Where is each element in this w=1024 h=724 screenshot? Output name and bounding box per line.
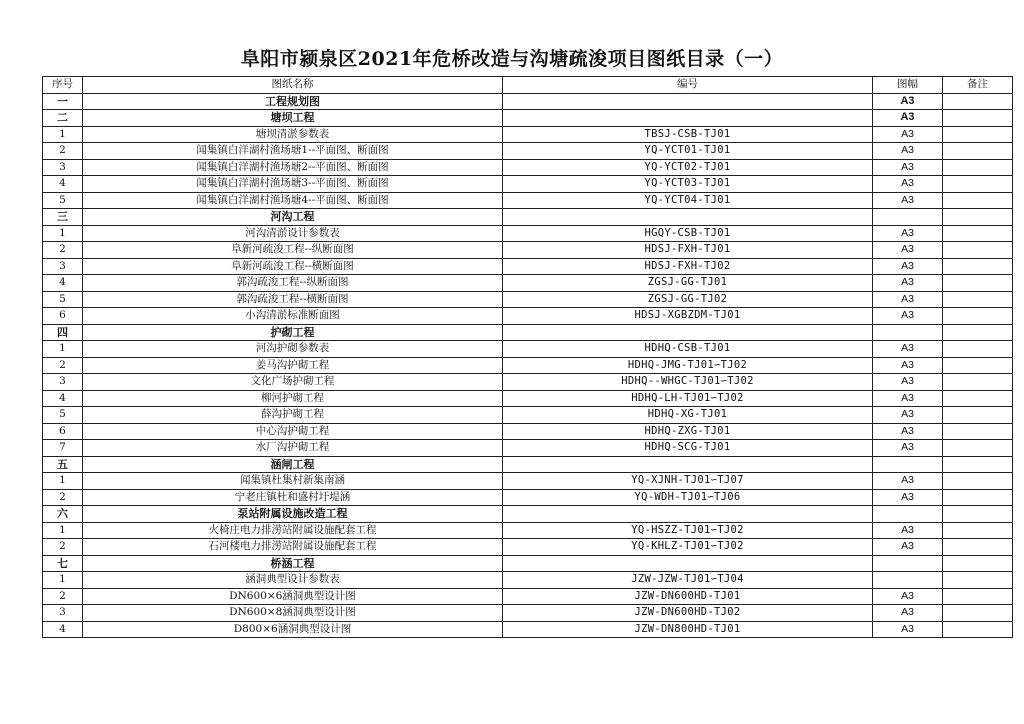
remark	[943, 374, 1013, 391]
table-row	[43, 572, 1013, 589]
drawing-code	[503, 506, 873, 523]
remark	[943, 242, 1013, 259]
row-number: 1	[43, 473, 83, 490]
row-number: 一	[43, 93, 83, 110]
paper-format: A3	[873, 489, 943, 506]
paper-format: A3	[873, 341, 943, 358]
section-row	[43, 456, 1013, 473]
row-number: 4	[43, 621, 83, 638]
table-row	[43, 159, 1013, 176]
paper-format: A3	[873, 258, 943, 275]
paper-format: A3	[873, 390, 943, 407]
drawing-name: DN600×6涵洞典型设计图	[83, 588, 503, 605]
section-row	[43, 324, 1013, 341]
drawing-code: YQ-HSZZ-TJ01∽TJ02	[503, 522, 873, 539]
row-number: 2	[43, 143, 83, 160]
row-number: 1	[43, 341, 83, 358]
row-number: 三	[43, 209, 83, 226]
remark	[943, 159, 1013, 176]
table-row	[43, 440, 1013, 457]
remark	[943, 126, 1013, 143]
remark	[943, 605, 1013, 622]
drawing-name: 闻集镇杜集村新集南涵	[83, 473, 503, 490]
drawing-name: 泵站附属设施改造工程	[83, 506, 503, 523]
drawing-code	[503, 110, 873, 127]
table-row	[43, 192, 1013, 209]
drawing-code: HDSJ-FXH-TJ01	[503, 242, 873, 259]
row-number: 四	[43, 324, 83, 341]
drawing-name: DN600×8涵洞典型设计图	[83, 605, 503, 622]
document-title: 阜阳市颍泉区2021年危桥改造与沟塘疏浚项目图纸目录（一）	[240, 48, 784, 70]
table-header-row	[43, 77, 1013, 94]
paper-format: A3	[873, 110, 943, 127]
drawing-name: 闻集镇白洋湖村渔场塘1--平面图、断面图	[83, 143, 503, 160]
drawing-name: 水厂沟护砌工程	[83, 440, 503, 457]
row-number: 4	[43, 275, 83, 292]
table-row	[43, 489, 1013, 506]
remark	[943, 522, 1013, 539]
drawing-name: 河沟工程	[83, 209, 503, 226]
paper-format	[873, 324, 943, 341]
paper-format	[873, 572, 943, 589]
drawing-name: 中心沟护砌工程	[83, 423, 503, 440]
table-row	[43, 242, 1013, 259]
paper-format	[873, 456, 943, 473]
table-row	[43, 407, 1013, 424]
remark	[943, 440, 1013, 457]
drawing-name: 桥涵工程	[83, 555, 503, 572]
drawing-name: 郭沟疏浚工程--横断面图	[83, 291, 503, 308]
row-number: 3	[43, 605, 83, 622]
drawing-name: 阜新河疏浚工程--纵断面图	[83, 242, 503, 259]
paper-format: A3	[873, 440, 943, 457]
drawing-name: 柳河护砌工程	[83, 390, 503, 407]
drawing-name: 河沟清淤设计参数表	[83, 225, 503, 242]
paper-format: A3	[873, 291, 943, 308]
section-row	[43, 555, 1013, 572]
row-number: 5	[43, 192, 83, 209]
paper-format: A3	[873, 192, 943, 209]
remark	[943, 621, 1013, 638]
drawing-code: ZGSJ-GG-TJ01	[503, 275, 873, 292]
drawing-code	[503, 456, 873, 473]
drawing-code: HDHQ-JMG-TJ01∽TJ02	[503, 357, 873, 374]
paper-format: A3	[873, 126, 943, 143]
header-format: 图幅	[873, 77, 943, 94]
row-number: 2	[43, 242, 83, 259]
paper-format	[873, 555, 943, 572]
paper-format: A3	[873, 588, 943, 605]
drawing-code: JZW-JZW-TJ01∽TJ04	[503, 572, 873, 589]
remark	[943, 539, 1013, 556]
drawing-code: HDHQ-XG-TJ01	[503, 407, 873, 424]
table-row	[43, 176, 1013, 193]
table-row	[43, 258, 1013, 275]
paper-format: A3	[873, 225, 943, 242]
table-row	[43, 341, 1013, 358]
drawing-name: 小沟清淤标准断面图	[83, 308, 503, 325]
header-remark: 备注	[943, 77, 1013, 94]
remark	[943, 110, 1013, 127]
drawing-name: 塘坝工程	[83, 110, 503, 127]
drawing-name: 塘坝清淤参数表	[83, 126, 503, 143]
row-number: 4	[43, 176, 83, 193]
row-number: 2	[43, 539, 83, 556]
table-row	[43, 308, 1013, 325]
drawing-code: HDHQ-CSB-TJ01	[503, 341, 873, 358]
drawing-name: 姜马沟护砌工程	[83, 357, 503, 374]
drawing-code: HDHQ--WHGC-TJ01∽TJ02	[503, 374, 873, 391]
remark	[943, 176, 1013, 193]
drawing-code: HDSJ-XGBZDM-TJ01	[503, 308, 873, 325]
paper-format: A3	[873, 143, 943, 160]
drawing-name: 薛沟护砌工程	[83, 407, 503, 424]
remark	[943, 555, 1013, 572]
drawing-name: 护砌工程	[83, 324, 503, 341]
remark	[943, 357, 1013, 374]
drawing-code: HDHQ-ZXG-TJ01	[503, 423, 873, 440]
remark	[943, 588, 1013, 605]
row-number: 7	[43, 440, 83, 457]
section-row	[43, 93, 1013, 110]
paper-format: A3	[873, 605, 943, 622]
header-no: 序号	[43, 77, 83, 94]
drawing-name: 阜新河疏浚工程--横断面图	[83, 258, 503, 275]
row-number: 1	[43, 522, 83, 539]
row-number: 2	[43, 588, 83, 605]
paper-format: A3	[873, 242, 943, 259]
table-row	[43, 588, 1013, 605]
paper-format: A3	[873, 621, 943, 638]
drawing-name: D800×6涵洞典型设计图	[83, 621, 503, 638]
table-row	[43, 621, 1013, 638]
drawing-name: 石河楼电力排涝站附属设施配套工程	[83, 539, 503, 556]
remark	[943, 423, 1013, 440]
remark	[943, 275, 1013, 292]
row-number: 二	[43, 110, 83, 127]
paper-format: A3	[873, 93, 943, 110]
row-number: 七	[43, 555, 83, 572]
row-number: 五	[43, 456, 83, 473]
header-name: 图纸名称	[83, 77, 503, 94]
drawing-name: 闻集镇白洋湖村渔场塘2--平面图、断面图	[83, 159, 503, 176]
row-number: 3	[43, 159, 83, 176]
remark	[943, 291, 1013, 308]
row-number: 3	[43, 258, 83, 275]
row-number: 2	[43, 357, 83, 374]
drawing-code: JZW-DN600HD-TJ01	[503, 588, 873, 605]
remark	[943, 324, 1013, 341]
drawing-name: 工程规划图	[83, 93, 503, 110]
row-number: 5	[43, 407, 83, 424]
remark	[943, 456, 1013, 473]
row-number: 1	[43, 126, 83, 143]
row-number: 5	[43, 291, 83, 308]
drawing-code	[503, 555, 873, 572]
table-row	[43, 522, 1013, 539]
paper-format	[873, 506, 943, 523]
paper-format: A3	[873, 374, 943, 391]
remark	[943, 209, 1013, 226]
remark	[943, 308, 1013, 325]
table-row	[43, 423, 1013, 440]
drawing-code: HDHQ-LH-TJ01∽TJ02	[503, 390, 873, 407]
row-number: 1	[43, 225, 83, 242]
remark	[943, 341, 1013, 358]
drawing-code: YQ-KHLZ-TJ01∽TJ02	[503, 539, 873, 556]
drawing-code: YQ-XJNH-TJ01∽TJ07	[503, 473, 873, 490]
drawing-code: JZW-DN600HD-TJ02	[503, 605, 873, 622]
drawing-name: 涵洞典型设计参数表	[83, 572, 503, 589]
drawing-name: 闻集镇白洋湖村渔场塘4--平面图、断面图	[83, 192, 503, 209]
table-body	[43, 93, 1013, 638]
table-row	[43, 291, 1013, 308]
table-row	[43, 275, 1013, 292]
remark	[943, 143, 1013, 160]
drawing-code: YQ-WDH-TJ01∽TJ06	[503, 489, 873, 506]
paper-format: A3	[873, 159, 943, 176]
paper-format: A3	[873, 357, 943, 374]
paper-format: A3	[873, 407, 943, 424]
remark	[943, 258, 1013, 275]
row-number: 6	[43, 423, 83, 440]
remark	[943, 473, 1013, 490]
remark	[943, 225, 1013, 242]
row-number: 2	[43, 489, 83, 506]
table-row	[43, 225, 1013, 242]
table-row	[43, 357, 1013, 374]
paper-format: A3	[873, 522, 943, 539]
table-row	[43, 473, 1013, 490]
remark	[943, 506, 1013, 523]
paper-format: A3	[873, 275, 943, 292]
header-code: 编号	[503, 77, 873, 94]
drawing-code	[503, 209, 873, 226]
table-row	[43, 374, 1013, 391]
table-row	[43, 539, 1013, 556]
row-number: 6	[43, 308, 83, 325]
drawing-catalog-table	[42, 76, 1013, 638]
drawing-name: 宁老庄镇杜和盛村圩堤涵	[83, 489, 503, 506]
drawing-code	[503, 324, 873, 341]
table-row	[43, 605, 1013, 622]
row-number: 3	[43, 374, 83, 391]
section-row	[43, 209, 1013, 226]
remark	[943, 192, 1013, 209]
drawing-name: 文化广场护砌工程	[83, 374, 503, 391]
drawing-name: 火椅庄电力排涝站附属设施配套工程	[83, 522, 503, 539]
drawing-name: 闻集镇白洋湖村渔场塘3--平面图、断面图	[83, 176, 503, 193]
drawing-code: YQ-YCT04-TJ01	[503, 192, 873, 209]
section-row	[43, 110, 1013, 127]
remark	[943, 407, 1013, 424]
drawing-code: ZGSJ-GG-TJ02	[503, 291, 873, 308]
remark	[943, 489, 1013, 506]
remark	[943, 93, 1013, 110]
drawing-code: YQ-YCT01-TJ01	[503, 143, 873, 160]
drawing-name: 涵闸工程	[83, 456, 503, 473]
drawing-code: YQ-YCT03-TJ01	[503, 176, 873, 193]
paper-format	[873, 209, 943, 226]
table-row	[43, 126, 1013, 143]
table-row	[43, 390, 1013, 407]
paper-format: A3	[873, 176, 943, 193]
remark	[943, 390, 1013, 407]
paper-format: A3	[873, 308, 943, 325]
drawing-code: HGQY-CSB-TJ01	[503, 225, 873, 242]
paper-format: A3	[873, 539, 943, 556]
row-number: 4	[43, 390, 83, 407]
drawing-code	[503, 93, 873, 110]
drawing-name: 河沟护砌参数表	[83, 341, 503, 358]
paper-format: A3	[873, 473, 943, 490]
paper-format: A3	[873, 423, 943, 440]
drawing-name: 郭沟疏浚工程--纵断面图	[83, 275, 503, 292]
drawing-code: YQ-YCT02-TJ01	[503, 159, 873, 176]
drawing-code: HDSJ-FXH-TJ02	[503, 258, 873, 275]
row-number: 六	[43, 506, 83, 523]
section-row	[43, 506, 1013, 523]
drawing-code: TBSJ-CSB-TJ01	[503, 126, 873, 143]
remark	[943, 572, 1013, 589]
table-row	[43, 143, 1013, 160]
drawing-code: HDHQ-SCG-TJ01	[503, 440, 873, 457]
drawing-code: JZW-DN800HD-TJ01	[503, 621, 873, 638]
row-number: 1	[43, 572, 83, 589]
